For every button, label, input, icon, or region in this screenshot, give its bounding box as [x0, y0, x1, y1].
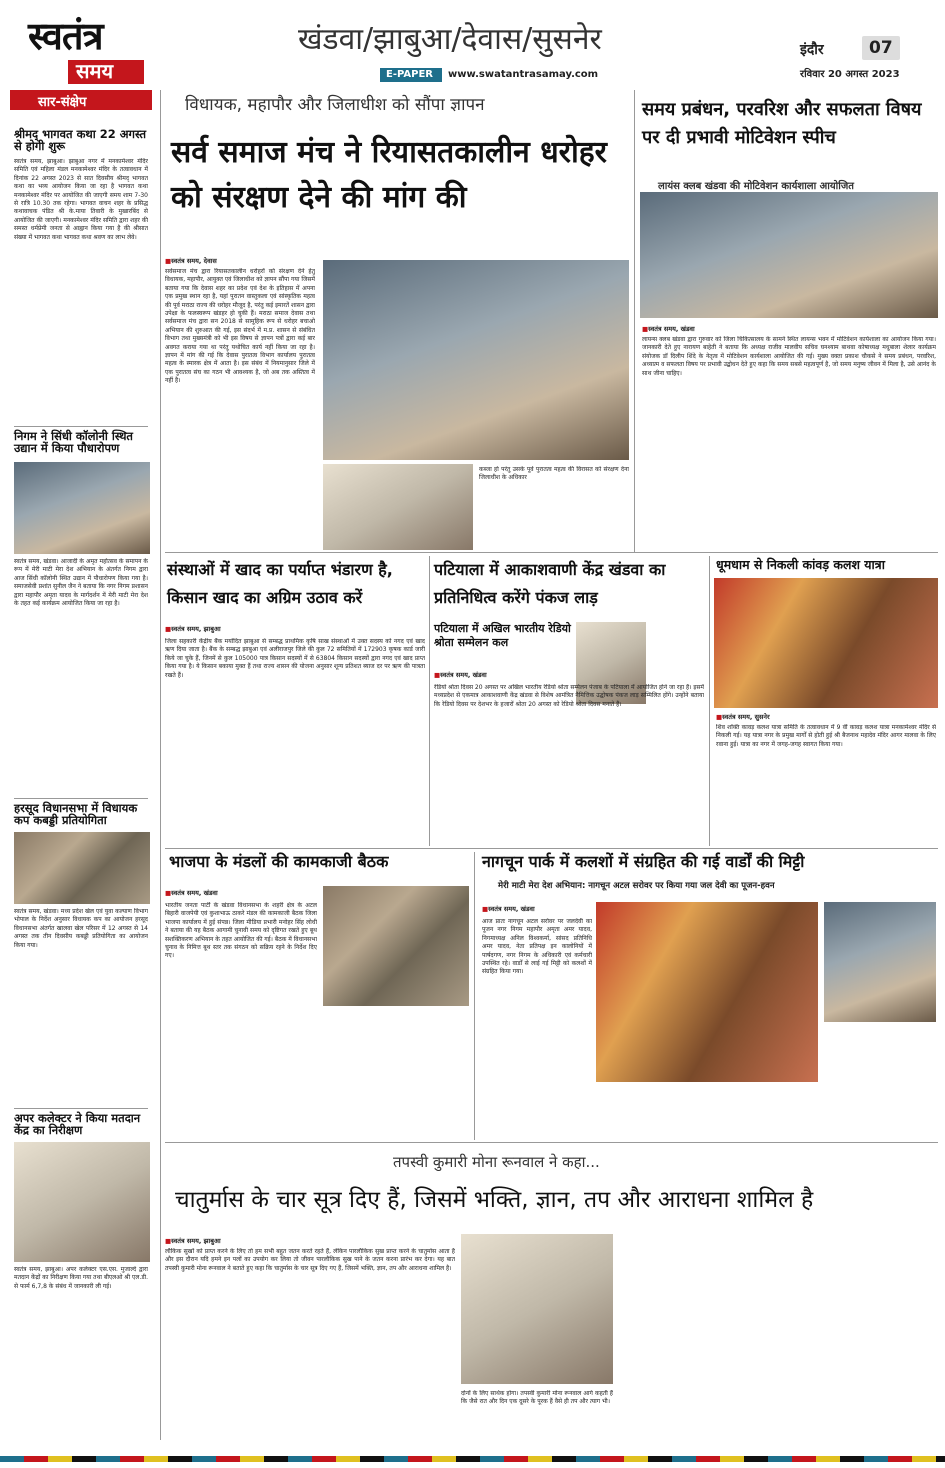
mona-body: लौकिक सुखों को प्राप्त करने के लिए तो हम सभी बहुत जतन करते रहते हैं, लेकिन पारलौकिक सुख प्राप्त करने के चातुर्मास आता है और इस दौरान यदि हमने इन पलों का उपयोग कर लिया तो जीवन पारलौकिक सुख पाने के जतन करना प्रारंभ कर देगा। यह बात तपस्वी कुमारी मोना रूनवाल ने बताते हुए कहा कि चातुर्मास के चार सूत्र दिए गए हैं, जिसमें भक्ति, ज्ञान, तप और आराधना शामिल है। — [165, 1248, 455, 1272]
radio-subhead: पटियाला में अखिल भारतीय रेडियो श्रोता सम्मेलन कल — [434, 622, 571, 649]
edition-title: खंडवा/झाबुआ/देवास/सुसनेर — [298, 22, 602, 57]
column-divider — [634, 90, 635, 552]
sidebar-photo — [14, 832, 150, 904]
radio-dateline: ■ स्वतंत्र समय, खंडवा — [434, 670, 487, 679]
sidebar — [10, 90, 158, 1440]
logo-bottom-badge — [68, 60, 144, 84]
bjp-headline: भाजपा के मंडलों की कामकाजी बैठक — [169, 852, 389, 871]
fertilizer-dateline: ■ स्वतंत्र समय, झाबुआ — [165, 624, 221, 633]
lead-body: सर्वसमाज मंच द्वारा रियासतकालीन धरोहरों को संरक्षण देने हेतु विधायक, महापौर, आयुक्त एवं जिलाधीश को ज्ञापन सौंपा गया जिसमें बताया गया कि देवास शहर का प्रदेश एवं देश के इतिहास में अपना एक प्रमुख स्थान रहा है, यहां पुरातन वास्तुकला एवं सांस्कृतिक महत्व की पूर्व मराठा राज्य की धरोहर मौजूद है, परंतु कई इमारतें शासन द्वारा उपेक्षा के फलस्वरूप खंडहर हो चुकी हैं। मराठा समाज देवास तथा सर्वसमाज मंच द्वारा सन 2018 से सामूहिक रूप से धरोहर बचाओ अभियान की शुरुआत की गई, इस संदर्भ में म.प्र. शासन से संबंधित विभाग तथा मुख्यमंत्री को भी इस विषय से ज्ञापन पत्रों द्वारा कई बार अवगत कराया गया था परंतु यथोचित कार्य नहीं किया जा रहा है। ज्ञापन में मांग की गई कि देवास पुरातत्व विभाग कार्यालय पुरातत्व महत्व के स्मारक क्षेत्र में आता है। इस संबंध में नियमानुसार जिले में एक पुरातत्व संघ का गठन भी आवश्यक है, जो अब तक अस्तित्व में नहीं है। — [165, 268, 315, 385]
sidebar-item-body: स्वतंत्र समय, खंडवा। आजादी के अमृत महोत्सव के समापन के रूप में मेरी माटी मेरा देश अभियान के अंतर्गत निगम द्वारा आज सिंधी कॉलोनी स्थित उद्यान में पौधारोपण किया गया है। समाजसेवी प्रशांत सुनील जैन ने बताया कि नगर निगम प्रशासन द्वारा महापौर अमृता यादव के मार्गदर्शन में मेरी माटी मेरा देश के तहत कई कार्यक्रम आयोजित किया जा रहा है। — [14, 558, 148, 608]
nagchun-subhead: मेरी माटी मेरा देश अभियान: नागचून अटल सरोवर पर किया गया जल देवी का पूजन-हवन — [498, 881, 775, 891]
mona-dateline: ■ स्वतंत्र समय, झाबुआ — [165, 1236, 221, 1245]
bjp-story — [165, 852, 470, 1140]
divider — [14, 1108, 148, 1109]
nagchun-body: आज प्रातः नागचून अटल सरोवर पर जलदेवी का पूजन नगर निगम महापौर अमृता अमर यादव, निगमाध्यक्ष अनिल विश्वकर्मा, सांसद प्रतिनिधि अमर यादव, नेता प्रतिपक्ष इन कालोनियों में पार्षदगण, नगर निगम के अधिकारी एवं कर्मचारी उपस्थित रहे। वार्डों से लाई गई मिट्टी को कलशों में संग्रहित किया गया। — [482, 918, 592, 976]
column-divider — [709, 556, 710, 846]
sidebar-photo — [14, 462, 150, 554]
motivation-dateline: ■ स्वतंत्र समय, खंडवा — [642, 324, 695, 333]
motivation-body: लायन्स क्लब खंडवा द्वारा गुरुवार को जिला चिकित्सालय के सामने स्थित लायन्स भवन में मोटिवेशन कार्यशाला का आयोजन किया गया। जानकारी देते हुए नारायण बाहेती ने बताया कि अध्यक्ष राजीव मालवीय सचिव घनश्याम बाथवा कोषाध्यक्ष मधुबाला शेलार कार्यक्रम संयोजक डॉ दिलीप शिंदे के नेतृत्व में मोटिवेशन कार्यशाला आयोजित की गई। मुख्य वक्ता प्रकाश चौकसे ने समय प्रबंधन, परवरिश, अध्यात्म व सफलता विषय पर प्रभावी उद्बोधन देते हुए कहा कि समय सबसे महत्वपूर्ण है, जो समय मनुष्य जीवन में मिला है, उसे आनंद के साथ जीना चाहिए। — [642, 336, 936, 377]
issue-date: रविवार 20 अगस्त 2023 — [800, 69, 900, 80]
fertilizer-story — [165, 556, 427, 846]
motivation-photo — [640, 192, 938, 318]
page-number: 07 — [869, 38, 893, 58]
page-number-badge — [862, 36, 900, 60]
kanwar-photo — [714, 578, 938, 708]
section-divider — [165, 1142, 938, 1143]
sidebar-item-title: निगम ने सिंधी कॉलोनी स्थित उद्यान में किया पौधारोपण — [14, 429, 133, 456]
mona-caption: दोनों के लिए सार्थक होगा। तपस्वी कुमारी मोना रूनवाल आगे कहती हैं कि जैसे रात और दिन एक दूसरे के पूरक हैं वैसे ही तप और त्याग भी। — [461, 1390, 613, 1406]
bjp-photo — [323, 886, 469, 1006]
column-divider — [429, 556, 430, 846]
radio-story — [432, 556, 706, 846]
sidebar-photo — [14, 1142, 150, 1262]
sidebar-item-title: श्रीमद् भागवत कथा 22 अगस्त से होगी शुरू — [14, 127, 147, 154]
nagchun-dateline: ■ स्वतंत्र समय, खंडवा — [482, 904, 535, 913]
fertilizer-headline: संस्थाओं में खाद का पर्याप्त भंडारण है, किसान खाद का अग्रिम उठाव करें — [167, 560, 393, 607]
lead-kicker: विधायक, महापौर और जिलाधीश को सौंपा ज्ञापन — [185, 95, 485, 115]
epaper-label: E-PAPER — [386, 69, 433, 80]
kanwar-body: शिव शक्ति कावड़ कलश यात्रा समिति के तत्वावधान में 9 वीं कावड़ कलश यात्रा मनकामेश्वर मंदिर से निकली गई। यह यात्रा नगर के प्रमुख मार्गों से होती हुई श्री बैजनाथ महादेव मंदिर आगर मालवा के लिए रवाना हुई। यात्रा का नगर में जगह-जगह स्वागत किया गया। — [716, 724, 936, 748]
divider — [14, 798, 148, 799]
kanwar-story — [712, 556, 938, 846]
lead-photo — [323, 260, 629, 460]
masthead — [0, 0, 945, 88]
column-divider — [160, 90, 161, 1440]
sidebar-item-title: अपर कलेक्टर ने किया मतदान केंद्र का निरीक्षण — [14, 1111, 141, 1138]
section-divider — [165, 848, 938, 849]
nagchun-photo-secondary — [824, 902, 936, 1022]
motivation-headline: समय प्रबंधन, परवरिश और सफलता विषय पर दी प्रभावी मोटिवेशन स्पीच — [642, 99, 922, 148]
sidebar-item-body: स्वतंत्र समय, खंडवा। मध्य प्रदेश खेल एवं युवा कल्याण विभाग भोपाल के निर्देश अनुसार विधायक कप का आयोजन हरसूद विधानसभा अंतर्गत खालवा खेल परिसर में 12 अगस्त से 14 अगस्त तक तीन दिवसीय कबड्डी प्रतियोगिता का आयोजन किया गया। — [14, 908, 148, 949]
logo-bottom-text: समय — [76, 59, 114, 83]
color-registration-strip — [0, 1456, 945, 1462]
sidebar-header-bar — [10, 90, 152, 110]
radio-body: रेडियो श्रोता दिवस 20 अगस्त पर अखिल भारतीय रेडियो श्रोता सम्मेलन पंजाब के पटियाला में आयोजित होने जा रहा है। इसमें मध्यप्रदेश से एकमात्र आकाशवाणी केंद्र खंडवा से विशेष आमंत्रित नैमित्तिक उद्घोषक पंकज लाड़ सम्मिलित होंगे। उन्होंने बताया कि रेडियो दिवस पर देशभर के हजारों श्रोता 20 अगस्त को रेडियो श्रोता दिवस मनाते हैं। — [434, 684, 704, 708]
lead-story — [165, 90, 630, 552]
bjp-body: भारतीय जनता पार्टी के खंडवा विधानसभा के शहरी क्षेत्र के अटल बिहारी वाजपेयी एवं कुशाभाऊ ठाकरे मंडल की कामकाजी बैठक जिला भाजपा कार्यालय में हुई संपन्न। जिला मीडिया प्रभारी मनोहर सिंह लोधी ने बताया की यह बैठक आगामी चुनावी समय को दृष्टिगत रखते हुए बूथ सशक्तिकरण अभियान के तहत आयोजित की गई। बैठक में विधानसभा चुनाव के निमित्त बूथ स्तर तक संगठन को सक्रिय रहने के निर्देश दिए गए। — [165, 902, 317, 960]
section-divider — [165, 552, 938, 553]
mona-story — [165, 1144, 938, 1444]
logo-top-text: स्वतंत्र — [28, 13, 103, 58]
sidebar-header-text: सार-संक्षेप — [38, 95, 87, 110]
sidebar-item-title: हरसूद विधानसभा में विधायक कप कबड्डी प्रतियोगिता — [14, 801, 138, 828]
kanwar-headline: धूमधाम से निकली कांवड़ कलश यात्रा — [716, 557, 885, 572]
divider — [14, 426, 148, 427]
sidebar-item-body: स्वतंत्र समय, झाबुआ। झाबुआ नगर में मनकामेश्वर मंदिर समिति एवं महिला मंडल मनकामेश्वर मंदिर के तत्वावधान में दिनांक 22 अगस्त 2023 से सात दिवसीय श्रीमद् भागवत कथा का भव्य आयोजन किया जा रहा है भागवत कथा मनकामेश्वर मंदिर पर आयोजित की जाएगी समय शाम 7-30 से रात्रि 10.30 तक रहेगा। भागवत वाचन शहर के प्रसिद्ध कथावाचक पंडित श्री के.माया तिवारी के मुखारबिंद से आयोजित की जाएगी। मनकामेश्वर मंदिर समिति द्वारा शहर की समस्त धर्मप्रेमी जनता से आह्वान किया गया है की श्रीसात संख्या में भागवत कथा भागवत कथा श्रवण का लाभ लेवे। — [14, 158, 148, 241]
column-divider — [474, 852, 475, 1140]
nagchun-headline: नागचून पार्क में कलशों में संग्रहित की गई वार्डों की मिट्टी — [482, 852, 805, 871]
motivation-subhead: लायंस क्लब खंडवा की मोटिवेशन कार्यशाला आयोजित — [658, 181, 854, 192]
lead-headline: सर्व समाज मंच ने रियासतकालीन धरोहर को संरक्षण देने की मांग की — [171, 135, 607, 215]
mona-photo — [461, 1234, 613, 1384]
fertilizer-body: जिला सहकारी केंद्रीय बैंक मर्यादित झाबुआ से सम्बद्ध प्राथमिक कृषि साख संस्थाओं में उक्त सदस्य को नगद एवं खाद ऋण दिया जाता है। बैंक के सम्बद्ध झाबुआ एवं अलीराजपुर जिले की कुल 72 समितियों में 172903 कृषक कार्ड जारी किये जा चुके हैं, जिनमें से कुल 105000 पात्र किसान सदस्यों में से 63804 किसान सदस्यों द्वारा नगद एवं खाद प्राप्त किया गया है। ये किसान बकाया मुक्त हैं तथा राज्य शासन की योजना अनुसार शून्य प्रतिशत ब्याज दर पर ऋण की पात्रता रखते हैं। — [165, 638, 425, 679]
city-label: इंदौर — [800, 42, 824, 58]
epaper-badge — [380, 68, 442, 82]
lead-dateline: ■ स्वतंत्र समय, देवास — [165, 256, 217, 265]
lead-caption: कब्जा हो परंतु उसके पूर्व पुरातत्व महत्व की विरासत को संरक्षण देना जिलाधीश के अधिकार — [479, 466, 629, 482]
logo — [28, 13, 146, 86]
nagchun-photo — [596, 902, 818, 1082]
nagchun-story — [478, 852, 938, 1140]
motivation-story — [638, 90, 938, 552]
radio-headline: पटियाला में आकाशवाणी केंद्र खंडवा का प्रतिनिधित्व करेंगे पंकज लाड़ — [434, 560, 666, 607]
mona-headline: चातुर्मास के चार सूत्र दिए हैं, जिसमें भक्ति, ज्ञान, तप और आराधना शामिल है — [175, 1187, 814, 1213]
mona-kicker: तपस्वी कुमारी मोना रूनवाल ने कहा... — [393, 1153, 600, 1171]
kanwar-dateline: ■ स्वतंत्र समय, सुसनेर — [716, 712, 770, 721]
sidebar-item-body: स्वतंत्र समय, झाबुआ। अपर कलेक्टर एस.एस. मुजाल्दे द्वारा मतदान केंद्रों का निरीक्षण किया गया तथा बीएलओ श्री एल.डी. से फार्म 6,7,8 के संबंध में जानकारी ली गई। — [14, 1266, 148, 1290]
bjp-dateline: ■ स्वतंत्र समय, खंडवा — [165, 888, 218, 897]
lead-photo-monument — [323, 464, 473, 550]
website-link[interactable]: www.swatantrasamay.com — [448, 69, 599, 80]
